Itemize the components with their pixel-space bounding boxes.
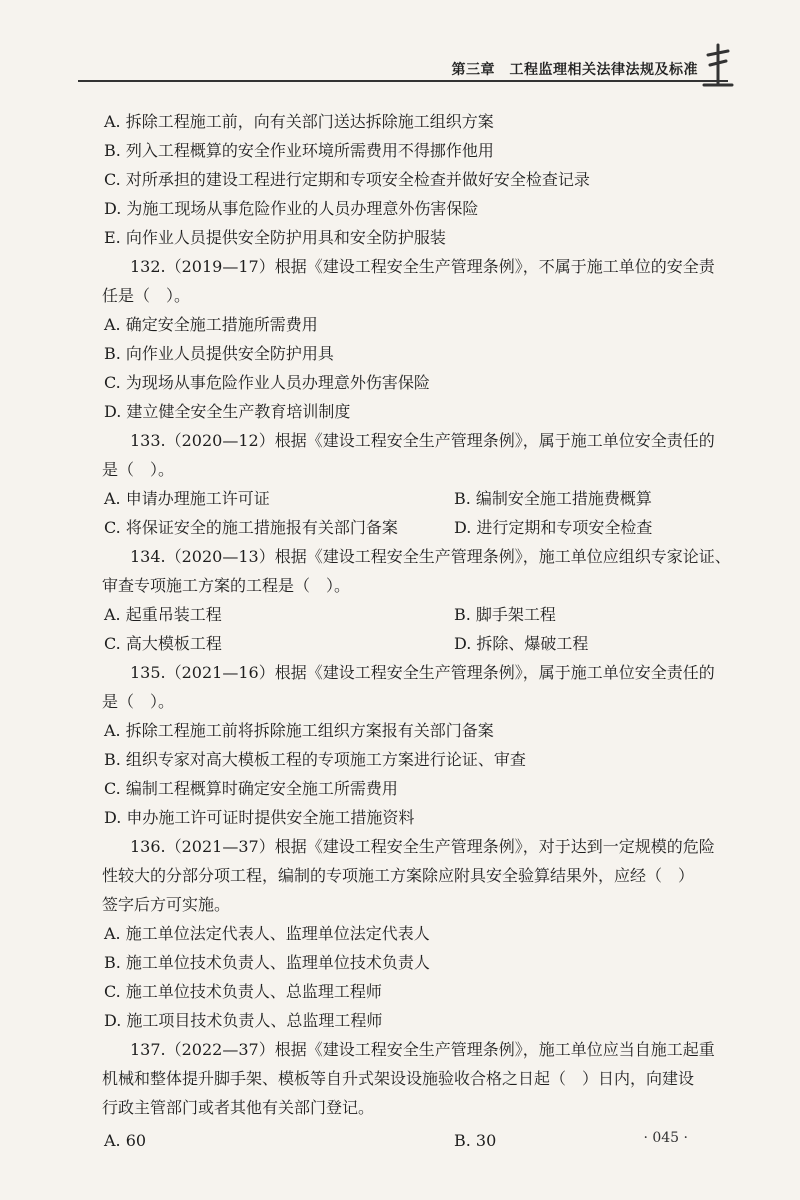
q136-option-d: D. 施工项目技术负责人、总监理工程师 bbox=[104, 1011, 383, 1030]
q135-option-b: B. 组织专家对高大模板工程的专项施工方案进行论证、审查 bbox=[104, 750, 526, 769]
q135-option-a: A. 拆除工程施工前将拆除施工组织方案报有关部门备案 bbox=[104, 721, 494, 740]
q134-option-d: D. 拆除、爆破工程 bbox=[454, 634, 589, 653]
question-133-stem: 133.（2020—12）根据《建设工程安全生产管理条例》，属于施工单位安全责任的 bbox=[130, 431, 715, 450]
question-137-stem-cont: 机械和整体提升脚手架、模板等自升式架设设施验收合格之日起（ ）日内，向建设 bbox=[102, 1069, 695, 1088]
page-number: · 045 · bbox=[643, 1130, 688, 1146]
question-134-stem-cont: 审查专项施工方案的工程是（ ）。 bbox=[102, 576, 351, 595]
q136-option-b: B. 施工单位技术负责人、监理单位技术负责人 bbox=[104, 953, 430, 972]
q134-options-row-2 bbox=[104, 629, 690, 658]
q133-options-row-2 bbox=[104, 513, 690, 542]
prev-option-e: E. 向作业人员提供安全防护用具和安全防护服装 bbox=[104, 228, 446, 247]
q134-option-b: B. 脚手架工程 bbox=[454, 605, 556, 624]
q133-option-d: D. 进行定期和专项安全检查 bbox=[454, 518, 653, 537]
q136-option-c: C. 施工单位技术负责人、总监理工程师 bbox=[104, 982, 382, 1001]
question-137-stem: 137.（2022—37）根据《建设工程安全生产管理条例》，施工单位应当自施工起重 bbox=[130, 1040, 715, 1059]
question-135-stem: 135.（2021—16）根据《建设工程安全生产管理条例》，属于施工单位安全责任的 bbox=[130, 663, 715, 682]
page-content bbox=[102, 107, 731, 1155]
q132-option-d: D. 建立健全安全生产教育培训制度 bbox=[104, 402, 351, 421]
q135-option-d: D. 申办施工许可证时提供安全施工措施资料 bbox=[104, 808, 415, 827]
question-137-stem-cont-2: 行政主管部门或者其他有关部门登记。 bbox=[102, 1098, 375, 1117]
prev-option-b: B. 列入工程概算的安全作业环境所需费用不得挪作他用 bbox=[104, 141, 494, 160]
question-136-stem: 136.（2021—37）根据《建设工程安全生产管理条例》，对于达到一定规模的危险 bbox=[130, 837, 715, 856]
page-header bbox=[78, 55, 728, 83]
q136-option-a: A. 施工单位法定代表人、监理单位法定代表人 bbox=[104, 924, 430, 943]
q134-options-row-1 bbox=[104, 600, 690, 629]
prev-option-c: C. 对所承担的建设工程进行定期和专项安全检查并做好安全检查记录 bbox=[104, 170, 590, 189]
question-136-stem-cont: 性较大的分部分项工程，编制的专项施工方案除应附具安全验算结果外，应经（ ） bbox=[102, 866, 695, 885]
q132-option-a: A. 确定安全施工措施所需费用 bbox=[104, 315, 318, 334]
question-132-stem-cont: 任是（ ）。 bbox=[102, 286, 191, 305]
q133-option-b: B. 编制安全施工措施费概算 bbox=[454, 489, 652, 508]
question-135-stem-cont: 是（ ）。 bbox=[102, 692, 175, 711]
signpost-icon bbox=[700, 41, 736, 89]
q137-options-row-1 bbox=[104, 1126, 690, 1155]
q132-option-c: C. 为现场从事危险作业人员办理意外伤害保险 bbox=[104, 373, 430, 392]
chapter-title: 第三章 工程监理相关法律法规及标准 bbox=[451, 62, 698, 78]
q137-option-b: B. 30 bbox=[454, 1131, 497, 1150]
question-134-stem: 134.（2020—13）根据《建设工程安全生产管理条例》，施工单位应组织专家论证、 bbox=[130, 547, 731, 566]
q133-option-a: A. 申请办理施工许可证 bbox=[104, 489, 270, 508]
q132-option-b: B. 向作业人员提供安全防护用具 bbox=[104, 344, 334, 363]
prev-option-a: A. 拆除工程施工前，向有关部门送达拆除施工组织方案 bbox=[104, 112, 494, 131]
question-133-stem-cont: 是（ ）。 bbox=[102, 460, 175, 479]
question-136-stem-cont-2: 签字后方可实施。 bbox=[102, 895, 231, 914]
q134-option-a: A. 起重吊装工程 bbox=[104, 605, 222, 624]
header-rule bbox=[78, 80, 728, 82]
prev-option-d: D. 为施工现场从事危险作业的人员办理意外伤害保险 bbox=[104, 199, 479, 218]
q135-option-c: C. 编制工程概算时确定安全施工所需费用 bbox=[104, 779, 398, 798]
q134-option-c: C. 高大模板工程 bbox=[104, 634, 222, 653]
question-132-stem: 132.（2019—17）根据《建设工程安全生产管理条例》，不属于施工单位的安全责 bbox=[130, 257, 715, 276]
q133-option-c: C. 将保证安全的施工措施报有关部门备案 bbox=[104, 518, 398, 537]
q133-options-row-1 bbox=[104, 484, 690, 513]
q137-option-a: A. 60 bbox=[104, 1131, 147, 1150]
